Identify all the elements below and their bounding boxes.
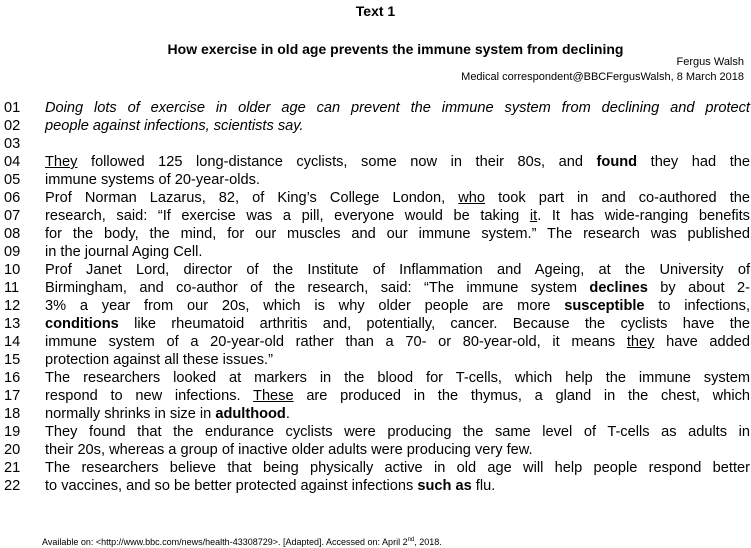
line-segment: Prof Norman Lazarus, 82, of King’s College London, [45, 190, 459, 206]
source-text: Available on: <http://www.bbc.com/news/health-43308729>. [Adapted]. Accessed on: April 2 [42, 537, 408, 547]
line-segment: protection against all these issues.” [45, 352, 273, 368]
line-text [45, 225, 750, 243]
line-text [45, 261, 750, 279]
line-segment: took part in and co-authored the [485, 190, 750, 206]
article-title: How exercise in old age prevents the immune system from declining [167, 41, 624, 57]
line-text [45, 243, 750, 261]
line-segment: They found that the endurance cyclists were producing the same level of T-cells as adults in [45, 424, 750, 440]
line-segment: The researchers believe that being physically active in old age will help people respond better [45, 460, 750, 476]
text-line [4, 153, 749, 171]
text-line [4, 315, 749, 333]
line-number: 01 [4, 100, 21, 116]
line-number: 16 [4, 370, 21, 386]
line-text [45, 297, 750, 315]
line-text [45, 153, 750, 171]
text-line [4, 351, 749, 369]
line-number: 04 [4, 154, 21, 170]
text-line [4, 225, 749, 243]
underlined-reference: it [529, 208, 538, 224]
line-number: 07 [4, 208, 21, 224]
text-line [4, 135, 749, 153]
source-citation [42, 537, 442, 547]
text-line [4, 387, 749, 405]
underlined-reference: who [458, 190, 486, 206]
line-text [45, 459, 750, 477]
line-segment: followed 125 long-distance cyclists, some now in their 80s, and [77, 154, 597, 170]
line-segment: their 20s, whereas a group of inactive older adults were producing very few. [45, 442, 533, 458]
line-text [45, 279, 750, 297]
line-number: 03 [4, 136, 21, 152]
line-number: 22 [4, 478, 21, 494]
line-number: 21 [4, 460, 21, 476]
author-byline: Medical correspondent@BBCFergusWalsh, 8 March 2018 [461, 71, 744, 83]
text-heading: Text 1 [355, 3, 396, 19]
line-segment: flu. [471, 478, 496, 494]
line-segment: Prof Janet Lord, director of the Institute of Inflammation and Ageing, at the University of [45, 262, 750, 278]
line-segment: . [285, 406, 290, 422]
text-line [4, 459, 749, 477]
line-text [45, 387, 750, 405]
line-segment: Birmingham, and co-author of the research, said: “The immune system [45, 280, 590, 296]
line-number: 12 [4, 298, 21, 314]
text-line [4, 477, 749, 495]
text-line [4, 171, 749, 189]
line-segment: for the body, the mind, for our muscles and our immune system.” The research was published [45, 226, 750, 242]
bold-term: declines [589, 280, 648, 296]
line-segment: . It has wide-ranging benefits [537, 208, 750, 224]
line-segment: they had the [637, 154, 750, 170]
underlined-reference: These [253, 388, 294, 404]
line-text [45, 171, 750, 189]
line-segment: 3% a year from our 20s, which is why older people are more [45, 298, 565, 314]
line-number: 10 [4, 262, 21, 278]
line-number: 14 [4, 334, 21, 350]
line-number: 05 [4, 172, 21, 188]
text-line [4, 207, 749, 225]
line-number: 11 [4, 280, 20, 296]
bold-term: conditions [45, 316, 119, 332]
line-segment: normally shrinks in size in [45, 406, 216, 422]
text-line [4, 423, 749, 441]
bold-term: such as [417, 478, 472, 494]
line-segment: in the journal Aging Cell. [45, 244, 203, 260]
text-line [4, 279, 749, 297]
line-text [45, 117, 750, 135]
text-line [4, 189, 749, 207]
line-segment: The researchers looked at markers in the blood for T-cells, which help the immune system [45, 370, 750, 386]
line-number: 18 [4, 406, 21, 422]
line-text [45, 189, 750, 207]
line-number: 15 [4, 352, 21, 368]
source-date-suffix: nd [407, 537, 415, 543]
line-text [45, 315, 750, 333]
line-number: 13 [4, 316, 21, 332]
text-line [4, 405, 749, 423]
line-text [45, 423, 750, 441]
line-text [45, 333, 750, 351]
line-text [45, 369, 750, 387]
line-text [45, 207, 750, 225]
line-text [45, 405, 750, 423]
line-segment: Doing lots of exercise in older age can prevent the immune system from declining and protect [45, 100, 750, 116]
line-text [45, 477, 750, 495]
text-line [4, 297, 749, 315]
line-text [45, 99, 750, 117]
text-line [4, 333, 749, 351]
line-segment: have added [654, 334, 751, 350]
line-segment: are produced in the thymus, a gland in the chest, which [293, 388, 750, 404]
bold-term: found [596, 154, 638, 170]
line-number: 09 [4, 244, 21, 260]
line-segment: people against infections, scientists say. [45, 118, 304, 134]
bold-term: adulthood [215, 406, 286, 422]
line-number: 02 [4, 118, 21, 134]
line-segment: immune system of a 20-year-old rather than a 70- or 80-year-old, it means [45, 334, 627, 350]
underlined-reference: they [626, 334, 655, 350]
text-line [4, 441, 749, 459]
text-line [4, 261, 749, 279]
underlined-reference: They [45, 154, 78, 170]
line-segment: respond to new infections. [45, 388, 254, 404]
line-segment: to vaccines, and so be better protected against infections [45, 478, 418, 494]
numbered-text-body [4, 99, 749, 495]
text-line [4, 117, 749, 135]
line-number: 06 [4, 190, 21, 206]
text-line [4, 99, 749, 117]
author-name: Fergus Walsh [676, 56, 744, 68]
line-segment: like rheumatoid arthritis and, potentially, cancer. Because the cyclists have the [118, 316, 750, 332]
line-number: 20 [4, 442, 21, 458]
line-number: 19 [4, 424, 21, 440]
text-line [4, 243, 749, 261]
line-text [45, 441, 750, 459]
line-number: 08 [4, 226, 21, 242]
source-text-end: , 2018. [414, 537, 442, 547]
bold-term: susceptible [564, 298, 645, 314]
line-segment: to infections, [644, 298, 751, 314]
line-segment: by about 2- [647, 280, 750, 296]
line-segment: research, said: “If exercise was a pill, everyone would be taking [45, 208, 530, 224]
line-text [45, 351, 750, 369]
line-number: 17 [4, 388, 21, 404]
text-line [4, 369, 749, 387]
line-segment: immune systems of 20-year-olds. [45, 172, 260, 188]
